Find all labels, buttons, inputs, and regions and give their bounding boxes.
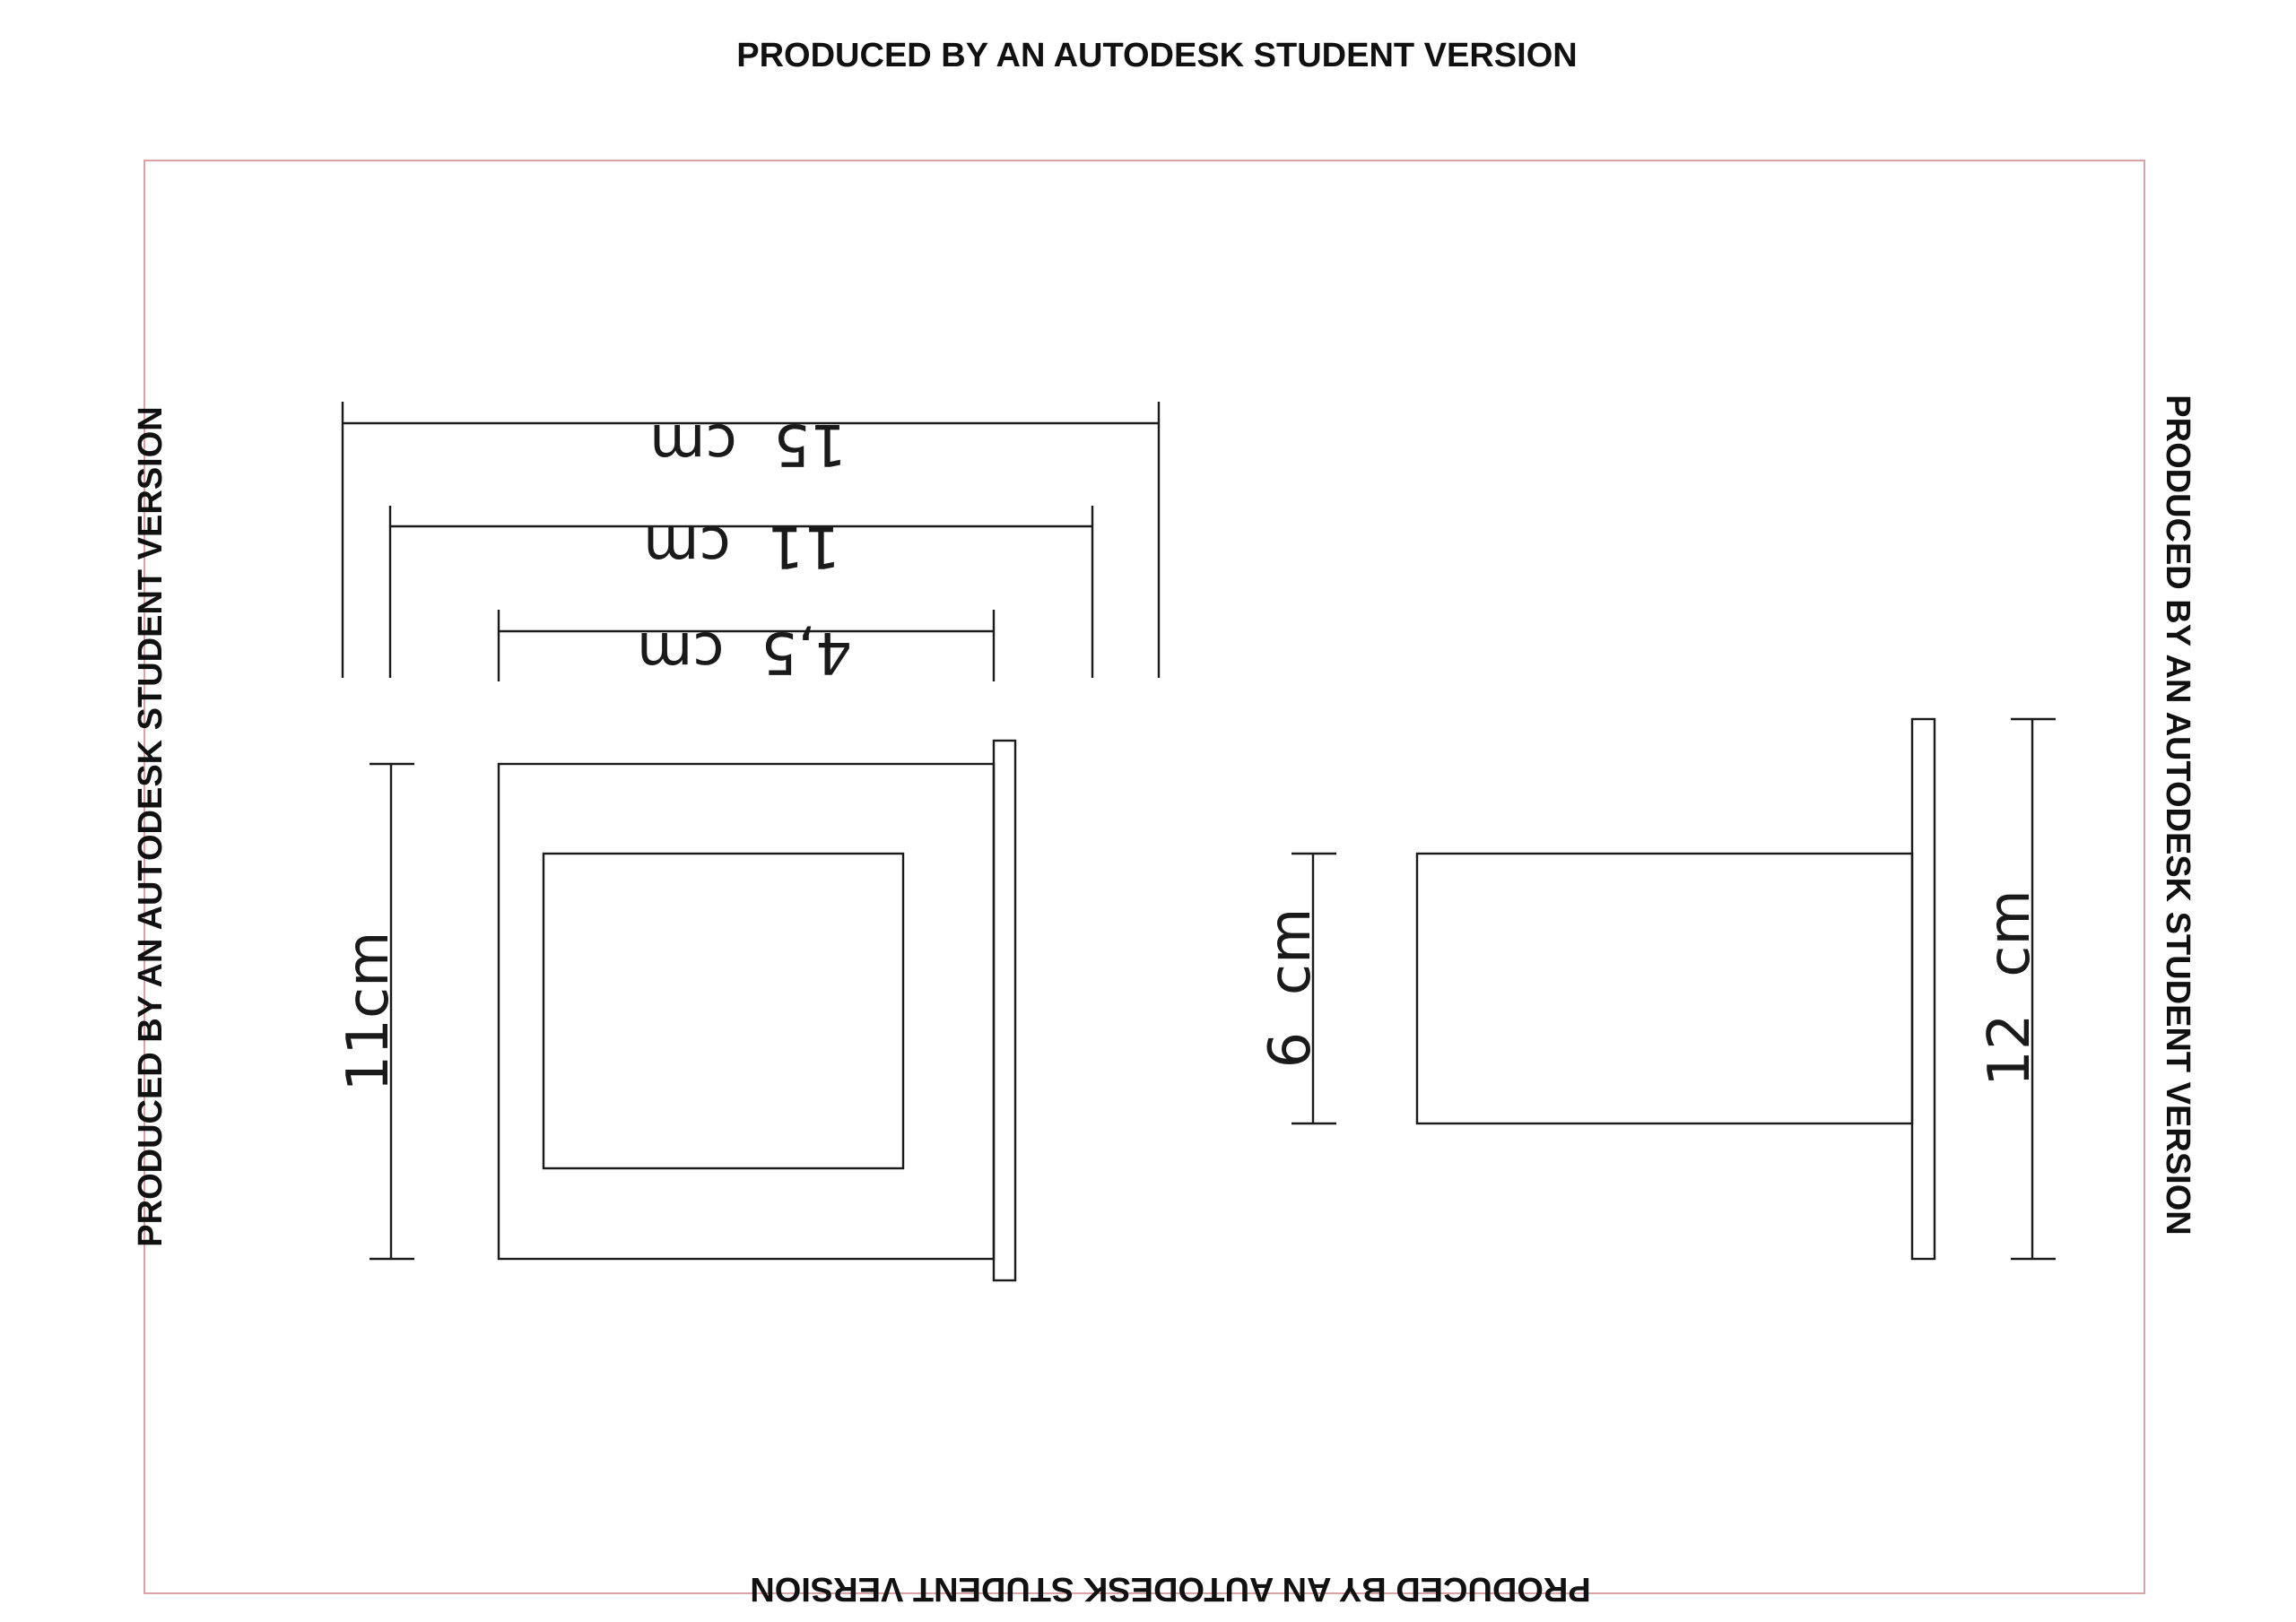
- side-view: [1417, 719, 1935, 1259]
- dimension-label-11cm: 11 cm: [643, 513, 840, 579]
- front-view: [499, 741, 1015, 1280]
- side-flange-plate: [1912, 719, 1935, 1259]
- dimension-label-12cm: 12 cm: [1977, 889, 2043, 1087]
- dimension-label-4-5cm: 4,5 cm: [637, 619, 852, 685]
- dimension-inner-width: [499, 610, 994, 685]
- front-outer-body: [499, 764, 994, 1259]
- dimension-front-height: [335, 764, 414, 1259]
- side-body: [1417, 854, 1912, 1123]
- dimension-label-11cm-vertical: 11cm: [335, 931, 402, 1092]
- stamp-bottom: PRODUCED BY AN AUTODESK STUDENT VERSION: [750, 1570, 1591, 1608]
- stamp-right: PRODUCED BY AN AUTODESK STUDENT VERSION: [2159, 395, 2196, 1236]
- dimension-side-plate-height: [1977, 719, 2056, 1259]
- dimension-label-6cm: 6 cm: [1257, 907, 1324, 1069]
- stamp-left: PRODUCED BY AN AUTODESK STUDENT VERSION: [132, 406, 170, 1247]
- front-flange-plate: [994, 741, 1015, 1280]
- dimension-label-15cm: 15 cm: [649, 411, 847, 477]
- dimension-side-body-height: [1257, 854, 1336, 1123]
- sheet-border: [144, 160, 2144, 1593]
- front-inner-opening: [544, 854, 903, 1168]
- stamp-top: PRODUCED BY AN AUTODESK STUDENT VERSION: [736, 37, 1578, 74]
